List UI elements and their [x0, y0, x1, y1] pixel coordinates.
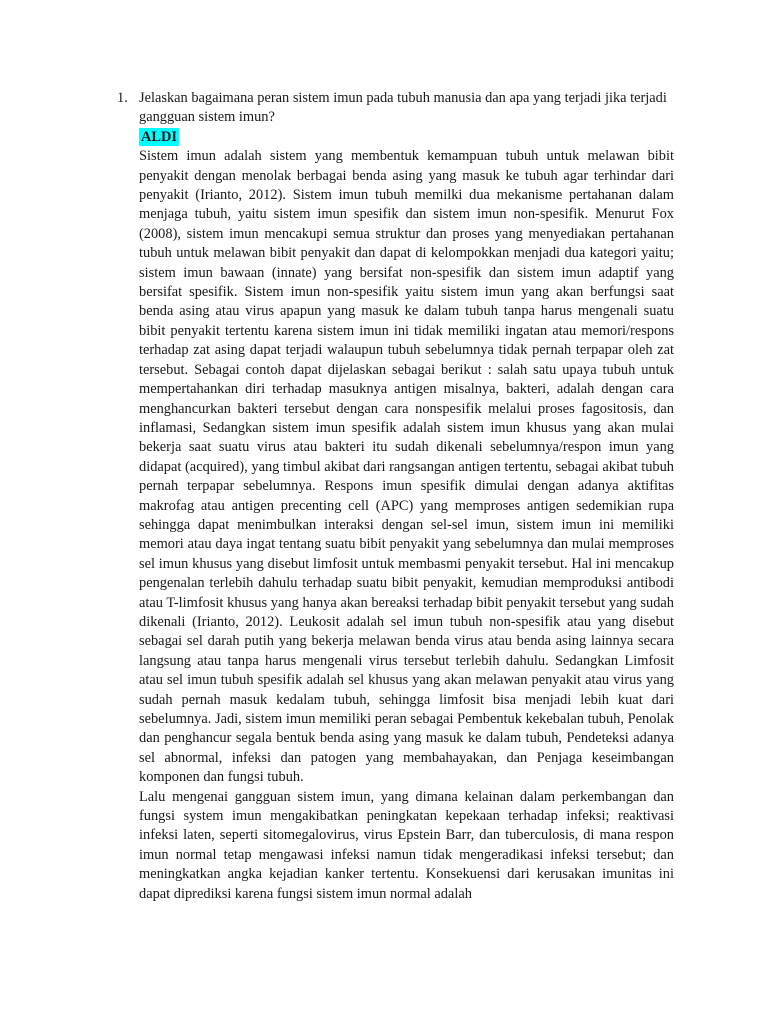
question-text: Jelaskan bagaimana peran sistem imun pada tubuh manusia dan apa yang terjadi jika terjadi gangguan sistem imun?: [139, 90, 667, 126]
list-item-number: 1.: [117, 90, 128, 106]
answer-paragraph: Sistem imun adalah sistem yang membentuk kemampuan tubuh untuk melawan bibit penyakit dengan menolak berbagai benda asing yang masuk ke tubuh agar terhindar dari penyakit (Irianto, 2012). Sistem imun tubuh memilki dua mekanisme pertahanan dalam menjaga tubuh, yaitu sistem imun spesifik dan sistem imun non-spesifik. Menurut Fox (2008), sistem imun mencakupi semua struktur dan proses yang menyediakan pertahanan tubuh untuk melawan bibit penyakit dan dapat di kelompokkan menjadi dua kategori yaitu; sistem imun bawaan (innate) yang bersifat non-spesifik dan sistem imun adaptif yang bersifat spesifik. Sistem imun non-spesifik yaitu sistem imun yang akan berfungsi saat benda asing atau virus apapun yang masuk ke dalam tubuh tanpa harus mengenali suatu bibit penyakit tertentu karena sistem imun ini tidak memiliki ingatan atau memori/respons terhadap zat asing dapat terjadi walaupun tubuh sebelumnya tidak pernah terpapar oleh zat tersebut. Sebagai contoh dapat dijelaskan sebagai berikut : salah satu upaya tubuh untuk mempertahankan diri terhadap masuknya antigen misalnya, bakteri, adalah dengan cara menghancurkan bakteri tersebut dengan cara nonspesifik melalui proses fagositosis, dan inflamasi, Sedangkan sistem imun spesifik adalah sistem imun khusus yang akan mulai bekerja saat suatu virus atau bakteri itu sudah dikenali sebelumnya/respon imun yang didapat (acquired), yang timbul akibat dari rangsangan antigen tertentu, sebagai akibat tubuh pernah terpapar sebelumnya. Respons imun spesifik dimulai dengan adanya aktifitas makrofag atau antigen precenting cell (APC) yang memproses antigen sedemikian rupa sehingga dapat menimbulkan interaksi dengan sel-sel imun, sistem imun ini memiliki memori atau daya ingat tentang suatu bibit penyakit yang sebelumnya dan mulai memproses sel imun khusus yang disebut limfosit untuk membasmi penyakit tersebut. Hal ini mencakup pengenalan terlebih dahulu terhadap suatu bibit penyakit, kemudian memproduksi antibodi atau T-limfosit khusus yang hanya akan bereaksi terhadap bibit penyakit tersebut yang sudah dikenali (Irianto, 2012). Leukosit adalah sel imun tubuh non-spesifik atau yang disebut sebagai sel darah putih yang bekerja melawan benda virus atau benda asing lainnya secara langsung atau tanpa harus mengenali virus tersebut terlebih dahulu. Sedangkan Limfosit atau sel imun tubuh spesifik adalah sel khusus yang akan melawan penyakit atau virus yang sudah pernah masuk kedalam tubuh, sehingga limfosit bisa menjadi lebih kuat dari sebelumnya. Jadi, sistem imun memiliki peran sebagai Pembentuk kekebalan tubuh, Penolak dan penghancur segala bentuk benda asing yang masuk ke dalam tubuh, Pendeteksi adanya sel abnormal, infeksi dan patogen yang membahayakan, dan Penjaga keseimbangan komponen dan fungsi tubuh.: [139, 148, 674, 786]
author-name-highlight: ALDI: [141, 128, 177, 145]
answer-paragraph: Lalu mengenai gangguan sistem imun, yang dimana kelainan dalam perkembangan dan fungsi system imun mengakibatkan peningkatan kepekaan terhadap infeksi; reaktivasi infeksi laten, seperti sitomegalovirus, virus Epstein Barr, dan tuberculosis, di mana respon imun normal tetap mengawasi infeksi namun tidak mengeradikasi infeksi tersebut; dan meningkatkan angka kejadian kanker tertentu. Konsekuensi dari kerusakan imunitas ini dapat diprediksi karena fungsi sistem imun normal adalah: [139, 788, 674, 902]
author-tag-line: [139, 128, 674, 147]
list-item-content: [139, 89, 674, 904]
